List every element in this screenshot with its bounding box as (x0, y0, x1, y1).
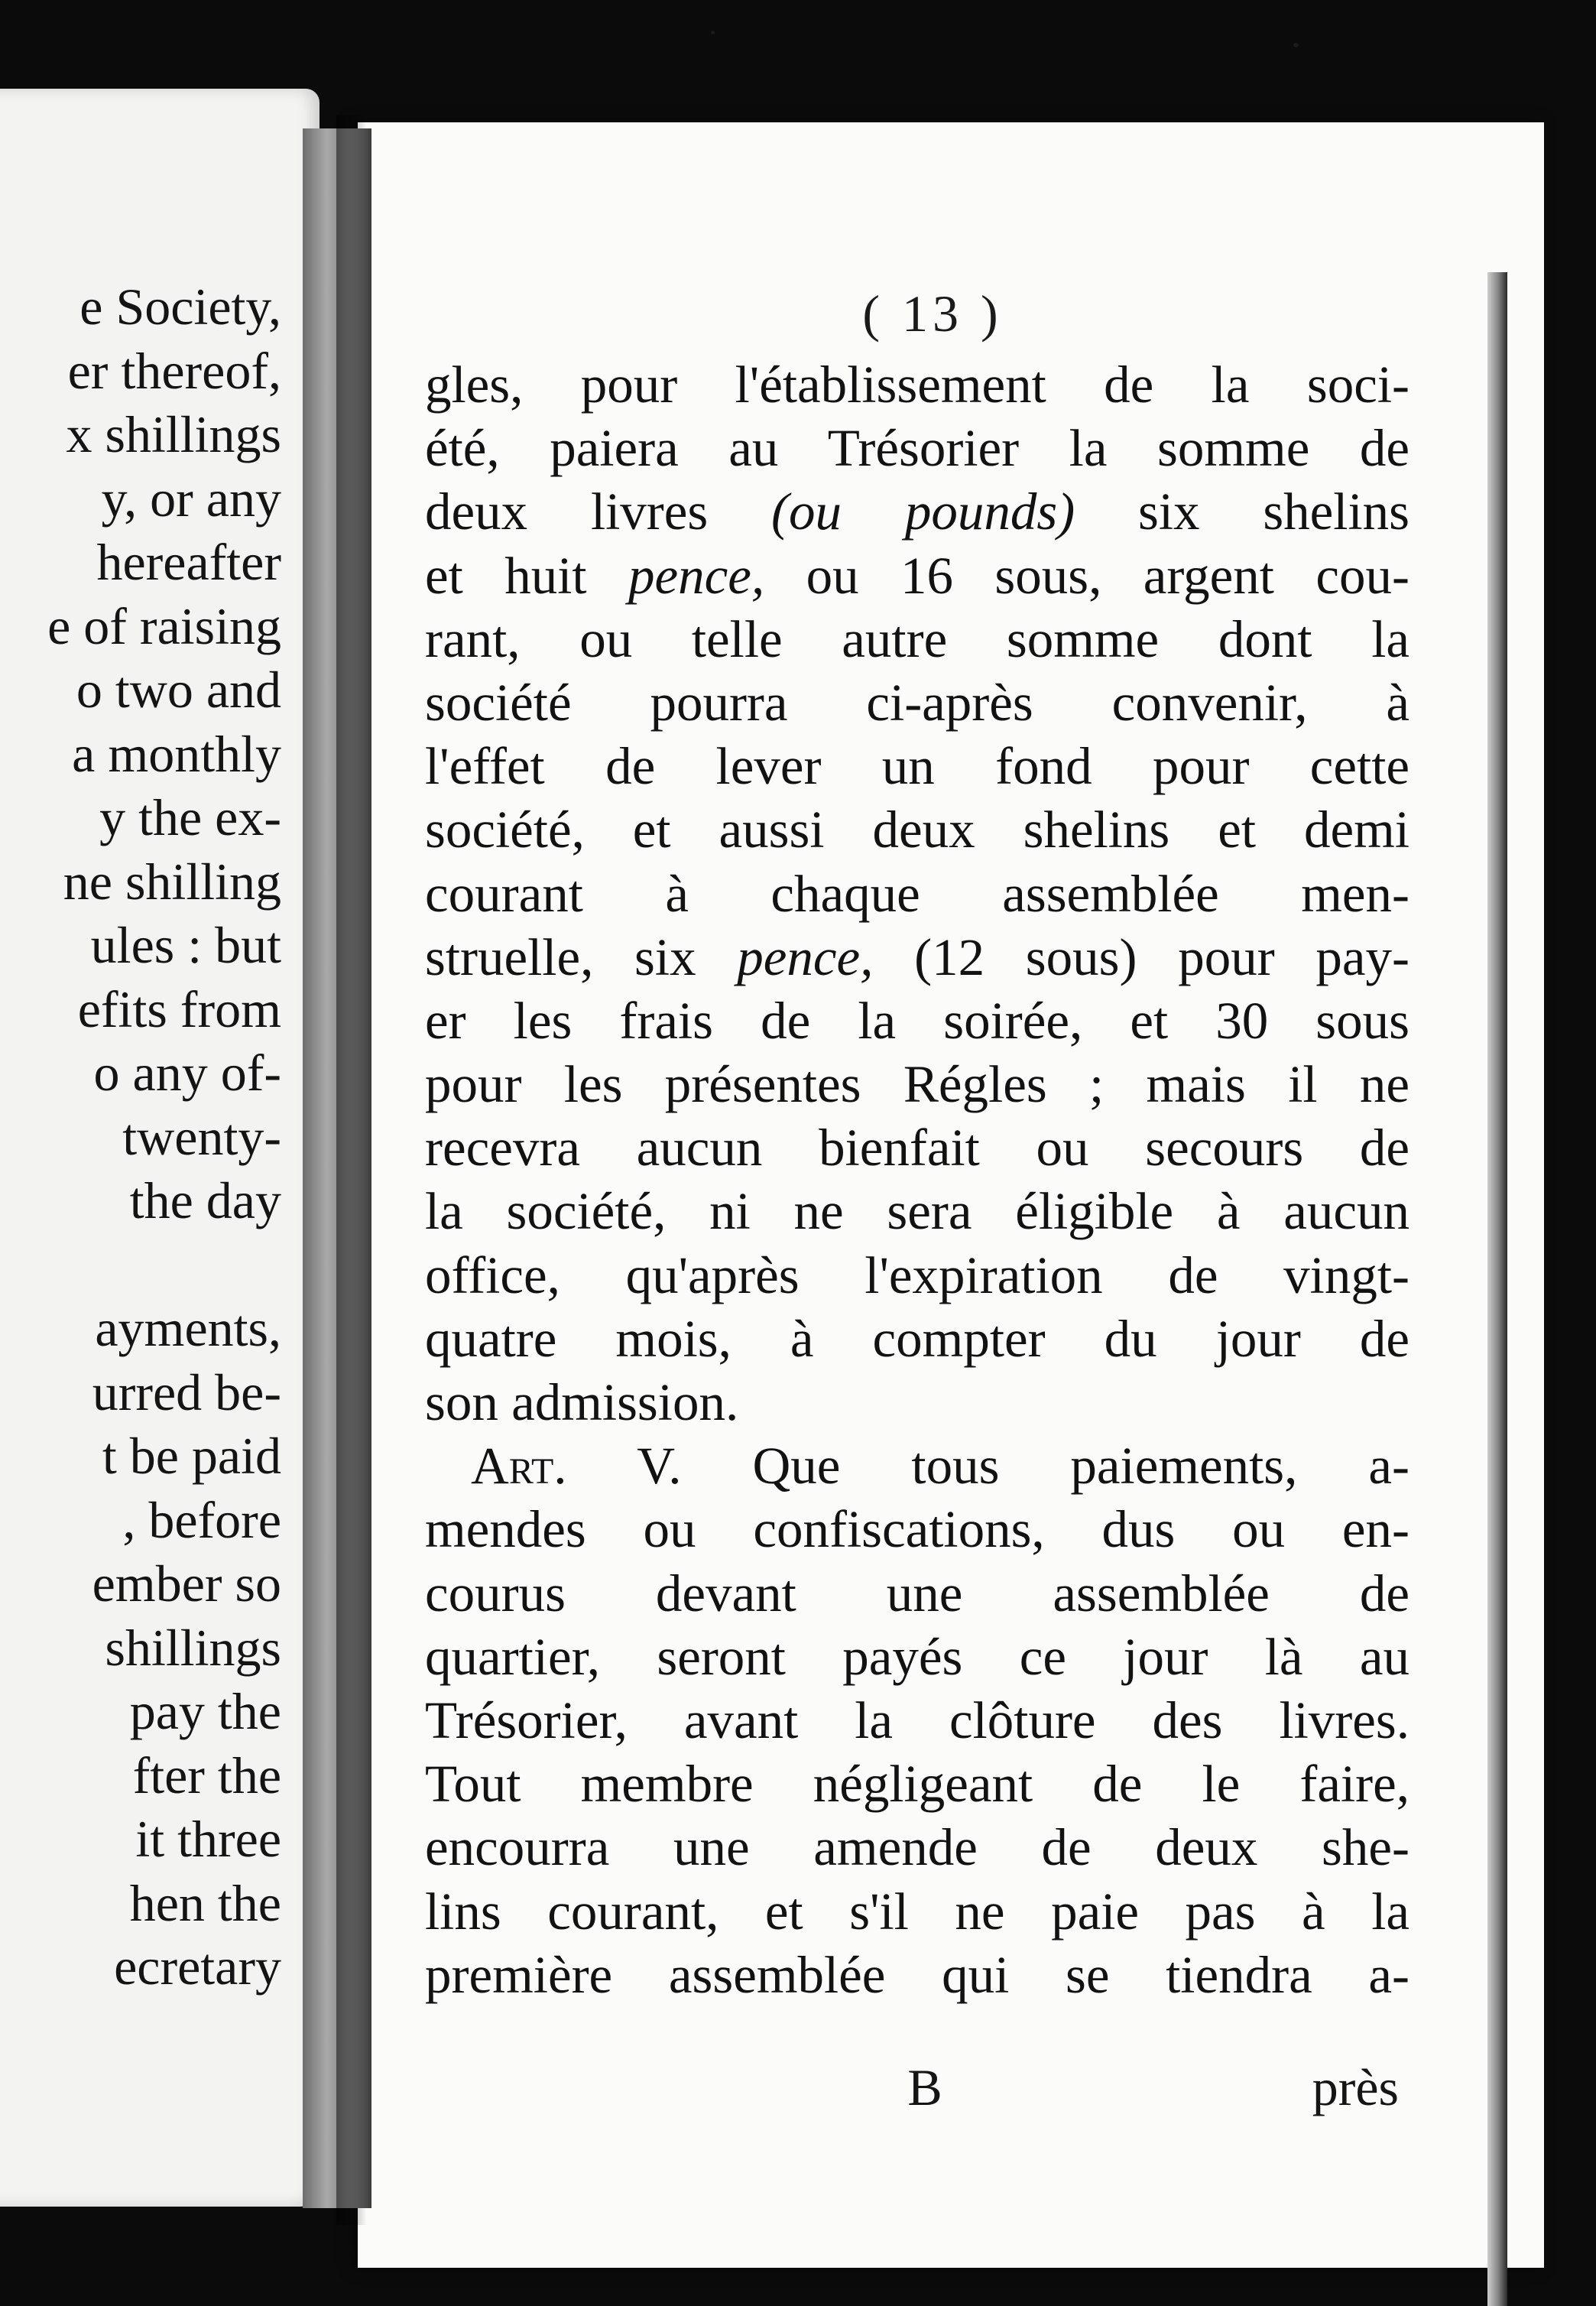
text-run: ou 16 sous, argent cou- (764, 546, 1409, 605)
facing-page-line: x shillings (66, 405, 281, 463)
text-line (425, 798, 1409, 862)
text-run: mendes ou confiscations, dus ou en- (425, 1500, 1409, 1559)
facing-page-line: hen the (129, 1873, 281, 1932)
facing-page-line: o any of- (93, 1044, 281, 1102)
text-line (425, 735, 1409, 798)
text-line (425, 671, 1409, 735)
signature-mark: B (907, 2058, 942, 2116)
page-edge (1487, 272, 1507, 2306)
catchword: près (1312, 2058, 1399, 2116)
facing-page-line: it three (135, 1810, 281, 1868)
facing-page-line: ecretary (114, 1937, 281, 1996)
text-run: six shelins (1075, 482, 1409, 541)
facing-page-line: y, or any (101, 469, 281, 528)
text-run: l'effet de lever un fond pour cette (425, 737, 1409, 796)
text-line (425, 926, 1409, 989)
text-run: er les frais de la soirée, et 30 sous (425, 991, 1409, 1050)
text-run: deux livres (425, 482, 772, 541)
text-run: été, paiera au Trésorier la somme de (425, 419, 1409, 478)
text-run: rant, ou telle autre somme dont la (425, 609, 1409, 668)
ink-speck (711, 31, 715, 34)
gutter-shadow (336, 115, 367, 2225)
text-line (425, 1180, 1409, 1243)
facing-page-line: ne shilling (63, 852, 281, 911)
text-line (425, 1944, 1409, 2007)
facing-page-line: y the ex- (99, 788, 281, 846)
text-line (425, 417, 1409, 480)
text-line (425, 989, 1409, 1053)
text-run: Tout membre négligeant de le faire, (425, 1755, 1409, 1814)
italic-word: pence, (628, 546, 765, 605)
facing-page-line: hereafter (96, 533, 281, 591)
text-run: (12 sous) pour pay- (873, 927, 1409, 986)
page-number: ( 13 ) (862, 284, 1003, 343)
facing-page-left (0, 89, 320, 2207)
article-label: Art. (471, 1437, 567, 1496)
text-line (425, 1562, 1409, 1626)
facing-page-line: ayments, (95, 1299, 281, 1357)
text-line (425, 1307, 1409, 1371)
text-line (425, 1053, 1409, 1116)
text-run: courant à chaque assemblée men- (425, 864, 1409, 923)
text-line (425, 1816, 1409, 1879)
facing-page-line: the day (129, 1171, 281, 1229)
facing-page-line (0, 1233, 281, 1298)
facing-page-line: e of raising (47, 596, 281, 655)
text-line (425, 862, 1409, 926)
text-line (425, 1880, 1409, 1944)
text-run: et huit (425, 546, 628, 605)
text-run: struelle, six (425, 927, 738, 986)
facing-page-line: , before (122, 1490, 281, 1549)
text-run: quartier, seront payés ce jour là au (425, 1627, 1409, 1686)
text-run: la société, ni ne sera éligible à aucun (425, 1182, 1409, 1241)
facing-page-line: efits from (77, 979, 281, 1038)
text-run: Trésorier, avant la clôture des livres. (425, 1691, 1409, 1749)
text-run: première assemblée qui se tiendra a- (425, 1945, 1409, 2004)
facing-page-line: shillings (105, 1618, 281, 1677)
text-line (425, 608, 1409, 671)
facing-page-line: urred be- (92, 1362, 281, 1421)
text-run: courus devant une assemblée de (425, 1564, 1409, 1622)
ink-speck (1293, 43, 1299, 47)
text-run: son admission. (425, 1373, 739, 1431)
facing-page-line: e Society, (79, 278, 281, 336)
italic-word: (ou pounds) (771, 482, 1075, 541)
text-line (425, 1498, 1409, 1561)
text-line (425, 1371, 1409, 1434)
text-run: recevra aucun bienfait ou secours de (425, 1119, 1409, 1177)
text-run: gles, pour l'établissement de la soci- (425, 356, 1409, 414)
facing-page-line: fter the (132, 1746, 281, 1804)
text-run: société, et aussi deux shelins et demi (425, 801, 1409, 859)
text-line (425, 353, 1409, 417)
text-run: pour les présentes Régles ; mais il ne (425, 1055, 1409, 1114)
text-line (425, 1434, 1409, 1498)
text-line (425, 480, 1409, 544)
text-line (425, 1116, 1409, 1180)
text-line (425, 1752, 1409, 1816)
text-run: V. Que tous paiements, a- (566, 1437, 1409, 1496)
facing-page-line: pay the (129, 1682, 281, 1740)
text-line (425, 1689, 1409, 1752)
text-line (425, 544, 1409, 608)
facing-page-line: ules : but (90, 916, 281, 974)
text-line (425, 1626, 1409, 1689)
italic-word: pence, (737, 927, 874, 986)
facing-page-line: twenty- (122, 1107, 281, 1166)
facing-page-text (0, 275, 281, 1999)
facing-page-line: t be paid (102, 1427, 281, 1485)
text-run: encourra une amende de deux she- (425, 1818, 1409, 1877)
facing-page-line: er thereof, (67, 341, 281, 400)
text-line (425, 1244, 1409, 1307)
facing-page-line: a monthly (72, 724, 281, 783)
facing-page-line: o two and (76, 661, 281, 719)
facing-page-line: ember so (92, 1554, 281, 1613)
page-body-text (425, 353, 1409, 2007)
text-run: société pourra ci-après convenir, à (425, 673, 1409, 732)
text-run: lins courant, et s'il ne paie pas à la (425, 1882, 1409, 1941)
text-run: quatre mois, à compter du jour de (425, 1309, 1409, 1368)
text-run: office, qu'après l'expiration de vingt- (425, 1246, 1409, 1304)
